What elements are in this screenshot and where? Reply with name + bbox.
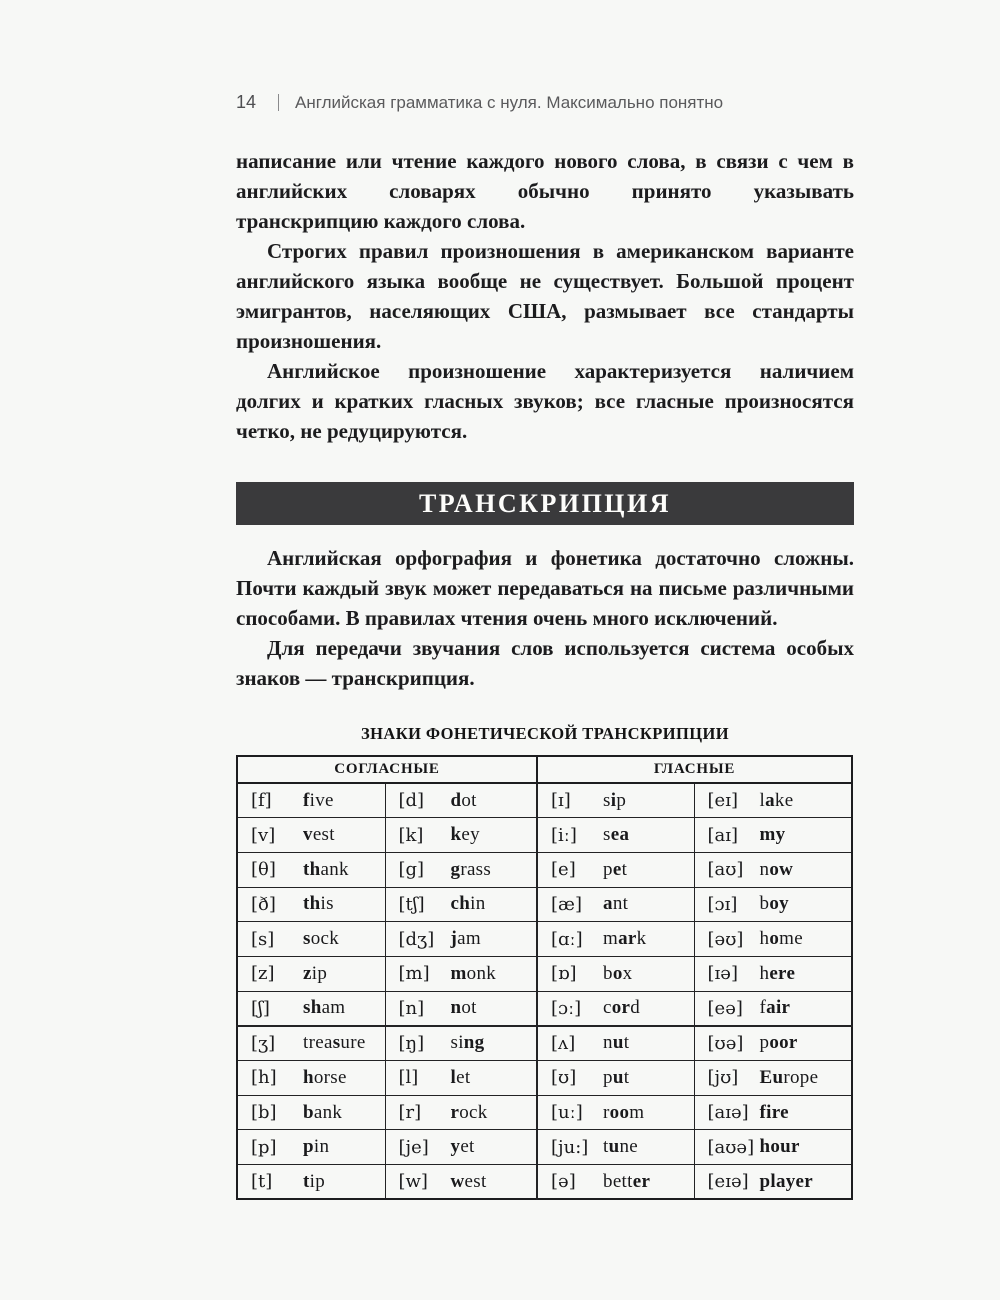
example-word: mark (603, 928, 647, 950)
phonetic-symbol: [m] (398, 963, 430, 985)
section-banner (236, 482, 854, 525)
table-row (237, 783, 852, 818)
table-row (237, 991, 852, 1026)
example-word: chin (450, 893, 486, 915)
phonetic-symbol: [ŋ] (398, 1032, 425, 1054)
phonetic-symbol: [ɪə] (707, 963, 738, 985)
phonetic-symbol: [ʊə] (707, 1032, 744, 1054)
phonetic-symbol: [ju:] (551, 1136, 589, 1158)
example-word: not (450, 997, 477, 1019)
table-cell (694, 1026, 852, 1061)
example-word: let (450, 1066, 471, 1088)
phonetic-symbol: [l] (398, 1067, 419, 1089)
example-word: lake (759, 789, 794, 811)
table-cell (694, 922, 852, 957)
example-word: tune (603, 1136, 639, 1158)
phonetic-symbol: [jʊ] (707, 1067, 739, 1089)
table-cell (237, 1095, 385, 1130)
example-word: dot (450, 789, 477, 811)
example-word: sea (603, 824, 630, 846)
table-cell (237, 1130, 385, 1165)
example-word: sock (303, 928, 340, 950)
paragraph: Английская орфография и фонетика достаточно сложны. Почти каждый звук может передаваться на письме различными способами. В правилах чтения очень много исключений. (236, 546, 854, 630)
phonetic-symbol: [ɒ] (551, 963, 577, 985)
phonetic-symbol: [tʃ] (398, 893, 425, 915)
phonetic-symbol: [g] (398, 859, 425, 881)
example-word: fire (759, 1101, 789, 1123)
table-cell (694, 1130, 852, 1165)
example-word: vest (303, 824, 335, 846)
table-cell (237, 956, 385, 991)
example-word: now (759, 858, 794, 880)
table-cell (537, 1061, 694, 1096)
phonetic-symbol: [p] (251, 1136, 277, 1158)
phonetic-symbol: [ə] (551, 1171, 576, 1193)
table-cell (694, 852, 852, 887)
section-text-block (236, 543, 854, 693)
table-cell (237, 818, 385, 853)
table-cell (537, 1165, 694, 1200)
phonetic-symbol: [dʒ] (398, 928, 435, 950)
example-word: zip (303, 962, 328, 984)
example-word: box (603, 962, 633, 984)
example-word: put (603, 1066, 630, 1088)
table-cell (385, 887, 537, 922)
table-row (237, 922, 852, 957)
example-word: player (759, 1170, 814, 1192)
table-cell (694, 991, 852, 1026)
phonetic-symbol: [eə] (707, 997, 743, 1019)
example-word: monk (450, 962, 497, 984)
table-cell (537, 1130, 694, 1165)
phonetic-symbol: [w] (398, 1171, 428, 1193)
example-word: here (759, 962, 796, 984)
table-cell (694, 956, 852, 991)
phonetic-symbol: [t] (251, 1171, 273, 1193)
table-cell (237, 887, 385, 922)
phonetic-symbol: [ɑː] (551, 928, 583, 950)
table-cell (385, 818, 537, 853)
phonetic-symbol: [ɔː] (551, 997, 582, 1019)
table-cell (694, 1165, 852, 1200)
table-cell (385, 1061, 537, 1096)
paragraph: Строгих правил произношения в американском варианте английского языка вообще не существует. Большой процент эмигрантов, населяющих США, размывает все стандарты произношения. (236, 239, 854, 353)
table-header-row (237, 756, 852, 783)
example-word: jam (450, 928, 481, 950)
example-word: key (450, 824, 480, 846)
table-row (237, 1130, 852, 1165)
table-cell (385, 991, 537, 1026)
header-divider (278, 94, 279, 111)
table-header (237, 756, 852, 783)
table-row (237, 887, 852, 922)
example-word: five (303, 789, 334, 811)
table-cell (237, 1026, 385, 1061)
example-word: fair (759, 997, 791, 1019)
intro-text-block (236, 146, 854, 446)
table-cell (537, 783, 694, 818)
phonetic-symbol: [r] (398, 1102, 422, 1124)
table-cell (385, 783, 537, 818)
example-word: sham (303, 997, 346, 1019)
phonetic-symbol: [v] (251, 824, 276, 846)
phonetic-symbol: [æ] (551, 893, 582, 915)
table-cell (237, 922, 385, 957)
phonetic-symbol: [je] (398, 1136, 429, 1158)
example-word: nut (603, 1032, 630, 1054)
phonetic-symbol: [ʌ] (551, 1032, 576, 1054)
table-cell (537, 956, 694, 991)
example-word: sing (450, 1032, 485, 1054)
table-cell (237, 852, 385, 887)
table-cell (694, 887, 852, 922)
example-word: horse (303, 1066, 347, 1088)
phonetic-symbol: [d] (398, 790, 425, 812)
phonetic-symbol: [ɔɪ] (707, 893, 738, 915)
phonetic-symbol: [eɪ] (707, 790, 738, 812)
example-word: hour (759, 1136, 800, 1158)
phonetic-symbol: [k] (398, 824, 424, 846)
example-word: ant (603, 893, 629, 915)
example-word: poor (759, 1032, 798, 1054)
example-word: my (759, 824, 786, 846)
phonetic-symbol: [θ] (251, 859, 276, 881)
phonetic-symbol: [h] (251, 1067, 277, 1089)
phonetic-symbol: [f] (251, 790, 272, 812)
example-word: thank (303, 858, 349, 880)
table-cell (237, 1061, 385, 1096)
example-word: sip (603, 789, 627, 811)
phonetic-symbol: [n] (398, 997, 425, 1019)
example-word: Europe (759, 1066, 819, 1088)
phonetic-symbol: [aʊə] (707, 1136, 755, 1158)
phonetic-symbol: [ð] (251, 893, 276, 915)
phonetic-symbol: [z] (251, 963, 275, 985)
table-cell (694, 783, 852, 818)
phonetic-symbol: [eɪə] (707, 1171, 749, 1193)
phonetic-symbol: [ɪ] (551, 790, 571, 812)
table-cell (385, 1026, 537, 1061)
table-cell (537, 991, 694, 1026)
phonetic-symbol: [aʊ] (707, 859, 744, 881)
table-cell (537, 922, 694, 957)
table-cell (537, 818, 694, 853)
example-word: better (603, 1170, 651, 1192)
example-word: pet (603, 858, 628, 880)
phonetic-symbol: [iː] (551, 824, 577, 846)
table-cell (385, 852, 537, 887)
example-word: boy (759, 893, 789, 915)
phonetic-symbol: [ʃ] (251, 997, 270, 1019)
example-word: yet (450, 1136, 475, 1158)
example-word: grass (450, 858, 492, 880)
table-cell (694, 818, 852, 853)
phonetic-symbol: [b] (251, 1102, 277, 1124)
example-word: tip (303, 1170, 326, 1192)
table-row (237, 1095, 852, 1130)
table-cell (537, 1095, 694, 1130)
example-word: bank (303, 1101, 343, 1123)
example-word: pin (303, 1136, 330, 1158)
paragraph: написание или чтение каждого нового слова, в связи с чем в английских словарях обычно принято указывать транскрипцию каждого слова. (236, 149, 854, 233)
table-cell (385, 956, 537, 991)
example-word: room (603, 1101, 645, 1123)
column-group-consonants: СОГЛАСНЫЕ (237, 756, 537, 783)
phonetic-transcription-table (236, 755, 853, 1200)
paragraph: Для передачи звучания слов используется система особых знаков — транскрипция. (236, 636, 854, 690)
page-content (236, 0, 854, 1200)
column-group-vowels: ГЛАСНЫЕ (537, 756, 852, 783)
table-cell (694, 1095, 852, 1130)
paragraph: Английское произношение характеризуется наличием долгих и кратких гласных звуков; все гласные произносятся четко, не редуцируются. (236, 359, 854, 443)
page-number: 14 (236, 92, 257, 112)
phonetic-symbol: [əʊ] (707, 928, 744, 950)
table-title: ЗНАКИ ФОНЕТИЧЕСКОЙ ТРАНСКРИПЦИИ (361, 724, 729, 743)
phonetic-symbol: [ʊ] (551, 1067, 577, 1089)
table-cell (237, 1165, 385, 1200)
table-cell (385, 1095, 537, 1130)
example-word: this (303, 893, 334, 915)
table-cell (385, 1130, 537, 1165)
table-row (237, 1165, 852, 1200)
table-row (237, 852, 852, 887)
table-cell (385, 1165, 537, 1200)
running-header (236, 92, 854, 113)
table-body (237, 783, 852, 1199)
phonetic-symbol: [aɪ] (707, 824, 739, 846)
table-row (237, 1026, 852, 1061)
table-cell (385, 922, 537, 957)
running-title: Английская грамматика с нуля. Максимально понятно (295, 92, 724, 112)
example-word: home (759, 928, 803, 950)
table-cell (537, 1026, 694, 1061)
table-cell (537, 887, 694, 922)
table-cell (237, 991, 385, 1026)
example-word: rock (450, 1101, 488, 1123)
phonetic-symbol: [uː] (551, 1102, 583, 1124)
table-cell (537, 852, 694, 887)
example-word: west (450, 1170, 487, 1192)
phonetic-symbol: [ʒ] (251, 1032, 276, 1054)
table-row (237, 818, 852, 853)
phonetic-symbol: [s] (251, 928, 275, 950)
table-cell (237, 783, 385, 818)
table-row (237, 1061, 852, 1096)
table-cell (694, 1061, 852, 1096)
example-word: treasure (303, 1032, 366, 1054)
phonetic-symbol: [e] (551, 859, 576, 881)
example-word: cord (603, 997, 641, 1019)
phonetic-symbol: [aɪə] (707, 1102, 749, 1124)
table-row (237, 956, 852, 991)
section-title: ТРАНСКРИПЦИЯ (418, 488, 672, 518)
